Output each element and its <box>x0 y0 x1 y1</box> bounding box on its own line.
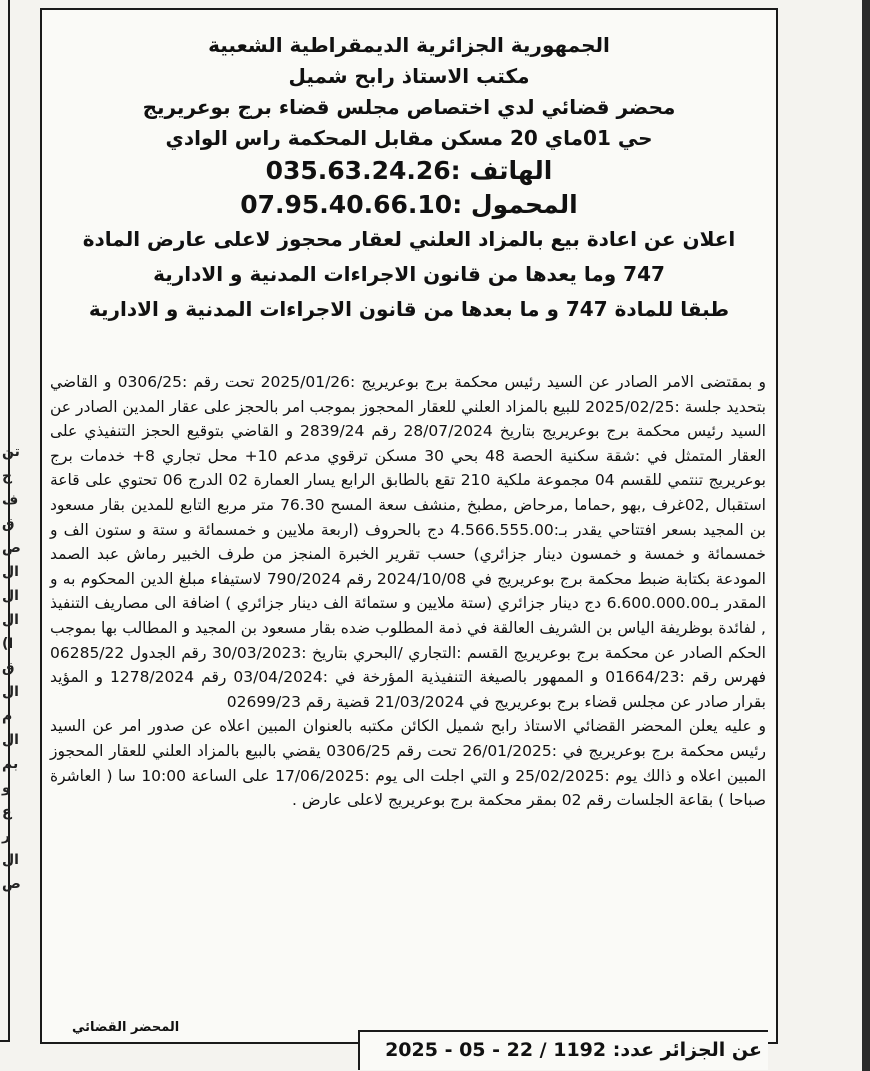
adjacent-column-fragment: ع <box>2 804 12 820</box>
publication-number: 2025 - 05 - 22 / 1192 <box>385 1039 607 1061</box>
republic-name: الجمهورية الجزائرية الديمقراطية الشعبية <box>208 33 610 57</box>
adjacent-column-fragment: ال <box>2 684 19 700</box>
adjacent-column-fragment: ال <box>2 852 19 868</box>
adjacent-column-fragment: ال <box>2 732 19 748</box>
body-paragraph-order: و بمقتضى الامر الصادر عن السيد رئيس محكمة برج بوعريريج :2025/01/26 تحت رقم :0306/25 و القاضي بتحديد جلسة :2025/02/25 للبيع بالمزاد العلني للعقار المحجوز بموجب امر بالحجز على عقار المدين الصادر عن السيد رئيس محكمة برج بوعريريج بتاريخ 28/07/2024 رقم 2839/24 و القاضي بتوقيع الحجز التنفيذي على العقار المتمثل في :شقة سكنية الحصة 48 بحي 30 مسكن ترقوي مدعم 10+ محل تجاري 8+ خدمات برج بوعريريج تنتمي للقسم 04 مجموعة ملكية 210 تقع بالطابق الرابع يسار العمارة 02 الدرج 06 تحتوي على قاعة استقبال ,02غرف ,بهو ,حماما ,مرحاض ,مطبخ ,منشف سعة المسح 76.30 متر مربع التابع للمدين بقار مسعود بن المجيد بسعر افتتاحي يقدر بـ:4.566.555.00 دج بالحروف (اربعة ملايين و خمسمائة و ستة و ستون الف و خمسمائة و خمسة و خمسون دينار جزائري) حسب تقرير الخبرة المنجز من طرف الخبير رماش عبد الصمد المودعة بكتابة ضبط محكمة برج بوعريريج في 2024/10/08 رقم 790/2024 لاستيفاء مبلغ الدين المحكوم به و المقدر بـ6.600.000.00 دج دينار جزائري (ستة ملايين و ستمائة الف دينار جزائري ) اضافة الى مصاريف التنفيذ , لفائدة بوظريفة الياس بن الشريف العالقة في ذمة المطلوب ضده بقار مسعود بن المجيد و المطالب بها بموجب الحكم الصادر عن محكمة برج بوعريريج القسم :التجاري /البحري بتاريخ :30/03/2023 رقم الجدول 06285/22 فهرس رقم :01664/23 و الممهور بالصيغة التنفيذية المؤرخة في :03/04/2024 رقم 1278/2024 و المؤيد بقرار صادر عن مجلس قضاء برج بوعريريج في 21/03/2024 قضية رقم 02699/23 <box>50 373 766 711</box>
adjacent-column-fragment: ق <box>2 516 15 532</box>
announcement-title-line3: طبقا للمادة 747 و ما بعدها من قانون الاجراءات المدنية و الادارية <box>88 297 730 321</box>
adjacent-column-fragment: ج <box>2 468 13 484</box>
phone-number: الهاتف :035.63.24.26 <box>265 156 553 185</box>
publication-reference <box>358 1030 768 1070</box>
bailiff-jurisdiction: محضر قضائي لدي اختصاص مجلس قضاء برج بوعريريج <box>142 95 676 119</box>
adjacent-column-fragment: ص <box>2 876 21 892</box>
adjacent-column-fragment: (ا <box>2 636 14 652</box>
adjacent-column-fragment: بم <box>2 756 19 772</box>
office-name: مكتب الاستاذ رابح شميل <box>288 64 530 88</box>
publication-label: عن الجزائر عدد: <box>612 1039 762 1061</box>
adjacent-column-edge <box>0 0 22 1071</box>
adjacent-column-fragment: ص <box>2 540 21 556</box>
adjacent-column-fragment: ر <box>2 828 11 844</box>
adjacent-column-fragment: ف <box>2 492 19 508</box>
adjacent-column-fragment: ق <box>2 660 15 676</box>
column-divider-foot <box>0 1040 10 1042</box>
body-paragraph-notice: و عليه يعلن المحضر القضائي الاستاذ رابح شميل الكائن مكتبه بالعنوان المبين اعلاه عن صدور امر عن السيد رئيس محكمة برج بوعريريج في :26/01/2025 تحت رقم 0306/25 يقضي بالبيع بالمزاد العلني للعقار المحجوز المبين اعلاه و ذالك يوم :25/02/2025 و التي اجلت الى يوم :17/06/2025 على الساعة 10:00 سا ( العاشرة صباحا ) بقاعة الجلسات رقم 02 بمقر محكمة برج بوعريريج لاعلى عارض . <box>50 717 767 810</box>
mobile-number: المحمول :07.95.40.66.10 <box>240 190 578 219</box>
adjacent-column-fragment: تن <box>2 444 20 460</box>
adjacent-column-fragment: ال <box>2 612 19 628</box>
announcement-body <box>50 370 766 813</box>
adjacent-column-fragment: و <box>2 780 11 796</box>
office-address: حي 01ماي 20 مسكن مقابل المحكمة راس الوادي <box>165 126 653 150</box>
announcement-box <box>40 8 778 1044</box>
page-edge-strip <box>862 0 870 1071</box>
announcement-title-line2: 747 وما يعدها من قانون الاجراءات المدنية و الادارية <box>153 262 665 286</box>
signature-label: المحضر القضائي <box>72 1020 180 1035</box>
adjacent-column-fragment: م <box>2 708 13 724</box>
adjacent-column-fragment: ال <box>2 564 19 580</box>
announcement-header <box>42 10 776 327</box>
adjacent-column-fragment: ال <box>2 588 19 604</box>
adjacent-column-fragments <box>2 440 21 896</box>
announcement-title-line1: اعلان عن اعادة بيع بالمزاد العلني لعقار محجوز لاعلى عارض المادة <box>82 227 736 251</box>
